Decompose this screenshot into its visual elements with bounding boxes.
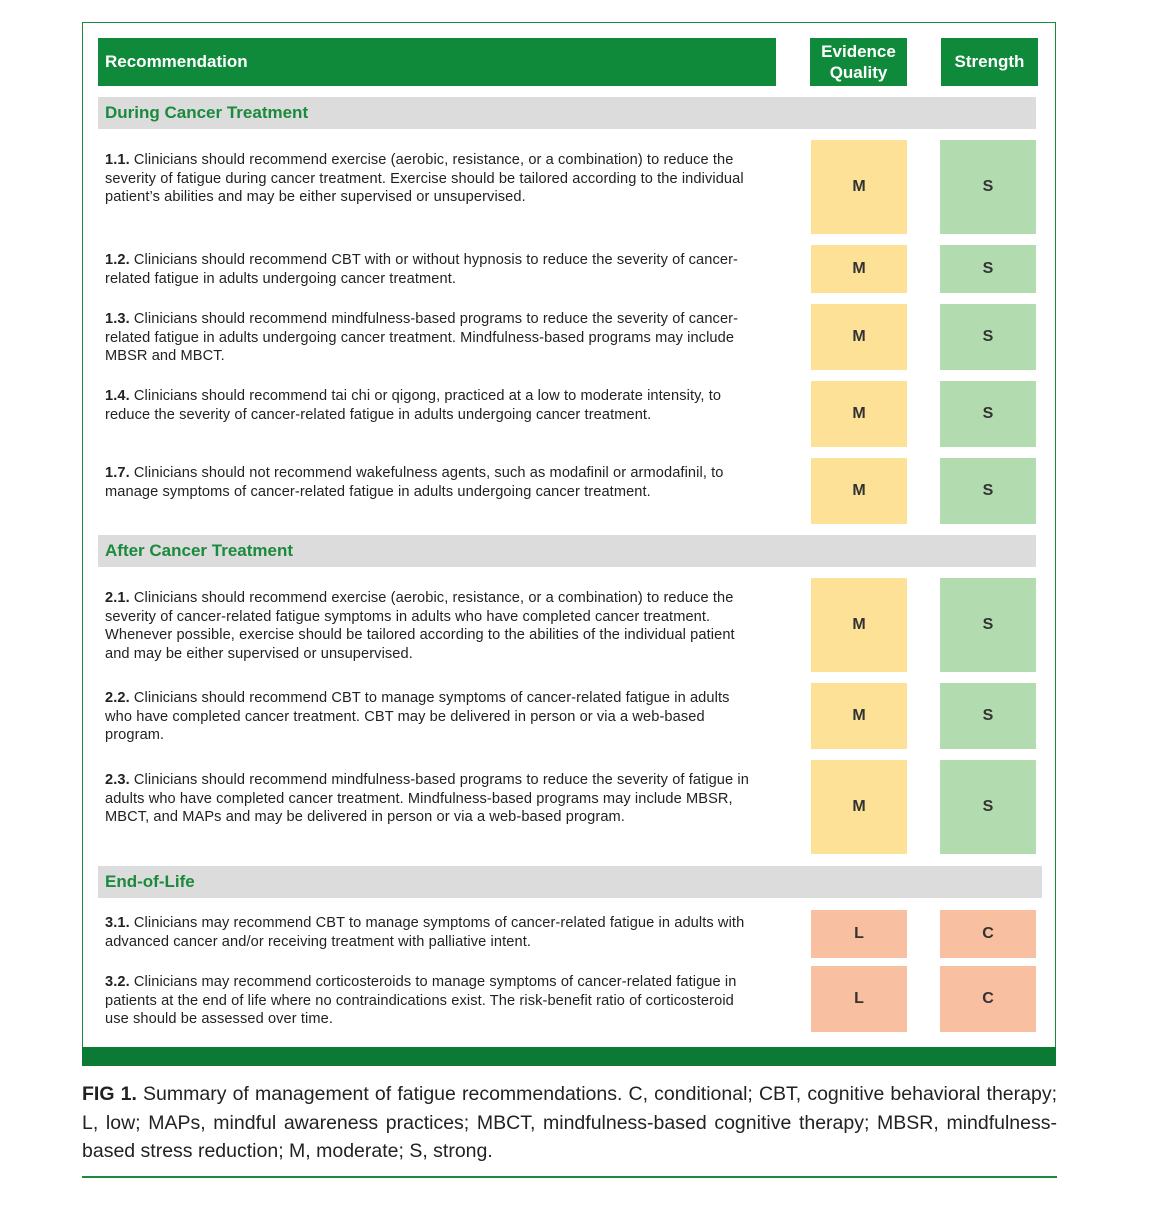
rec-text: Clinicians should recommend mindfulness-based programs to reduce the severity of fatigue in adults who have completed cancer treatment. Mindfulness-based programs may include MBSR, MBCT, and MAPs and may be delivered in person or via a web-based program. (105, 772, 749, 825)
strength-badge (940, 245, 1036, 293)
header-recommendation-label: Recommendation (105, 52, 248, 71)
rec-number: 2.1. (105, 590, 130, 606)
rec-text: Clinicians should recommend mindfulness-based programs to reduce the severity of cancer-related fatigue in adults undergoing cancer treatment. Mindfulness-based programs may include MBSR and MBCT. (105, 311, 739, 364)
quality-value: L (854, 925, 864, 942)
section-title: After Cancer Treatment (105, 541, 294, 560)
recommendation-2-3 (105, 771, 755, 827)
strength-badge (940, 966, 1036, 1032)
quality-badge (811, 381, 907, 447)
quality-value: L (854, 990, 864, 1007)
quality-value: M (852, 707, 866, 724)
rec-text: Clinicians may recommend corticosteroids to manage symptoms of cancer-related fatigue in patients at the end of life where no contraindications exist. The risk-benefit ratio of corticosteroid use should be assessed over time. (105, 974, 737, 1027)
section-after-treatment (98, 535, 1036, 567)
quality-value: M (852, 616, 866, 633)
rec-text: Clinicians may recommend CBT to manage symptoms of cancer-related fatigue in adults with advanced cancer and/or receiving treatment with palliative intent. (105, 915, 745, 950)
recommendation-1-7 (105, 464, 755, 501)
strength-badge (940, 458, 1036, 524)
strength-badge (940, 578, 1036, 672)
recommendation-3-1 (105, 914, 755, 951)
header-evidence-quality-label (821, 41, 896, 83)
strength-badge (940, 910, 1036, 958)
recommendation-1-1 (105, 151, 755, 207)
strength-value: S (982, 328, 994, 345)
quality-badge (811, 304, 907, 370)
strength-value: S (982, 616, 994, 633)
recommendation-2-2 (105, 689, 755, 745)
rec-text: Clinicians should recommend tai chi or qigong, practiced at a low to moderate intensity, to reduce the severity of cancer-related fatigue in adults undergoing cancer treatment. (105, 388, 722, 423)
caption-text: Summary of management of fatigue recommendations. C, conditional; CBT, cognitive behavioral therapy; L, low; MAPs, mindful awareness practices; MBCT, mindfulness-based cognitive therapy; MBSR, mindfulness-based stress reduction; M, moderate; S, strong. (82, 1083, 1057, 1162)
quality-value: M (852, 482, 866, 499)
strength-value: S (982, 260, 994, 277)
header-recommendation (98, 38, 776, 86)
strength-badge (940, 304, 1036, 370)
footer-bar (82, 1047, 1056, 1066)
quality-badge (811, 245, 907, 293)
rec-number: 1.1. (105, 152, 130, 168)
quality-badge (811, 760, 907, 854)
strength-value: C (982, 990, 994, 1007)
quality-value: M (852, 178, 866, 195)
quality-badge (811, 683, 907, 749)
header-evidence-quality-line1: Evidence (821, 42, 896, 61)
strength-value: S (982, 405, 994, 422)
section-title: During Cancer Treatment (105, 103, 309, 122)
strength-badge (940, 381, 1036, 447)
recommendation-1-3 (105, 310, 755, 366)
caption-rule (82, 1176, 1057, 1178)
quality-badge (811, 578, 907, 672)
rec-text: Clinicians should recommend exercise (aerobic, resistance, or a combination) to reduce the severity of cancer-related fatigue symptoms in adults who have completed cancer treatment. Whenever possible, exercise should be tailored according to the abilities of the individual patient and may be either supervised or unsupervised. (105, 590, 735, 662)
strength-value: C (982, 925, 994, 942)
rec-text: Clinicians should recommend CBT with or without hypnosis to reduce the severity of cancer-related fatigue in adults undergoing cancer treatment. (105, 252, 739, 287)
header-strength-label: Strength (954, 52, 1025, 71)
strength-badge (940, 140, 1036, 234)
header-evidence-quality (810, 38, 907, 86)
strength-value: S (982, 798, 994, 815)
quality-badge (811, 458, 907, 524)
strength-badge (940, 760, 1036, 854)
rec-text: Clinicians should recommend exercise (aerobic, resistance, or a combination) to reduce the severity of fatigue during cancer treatment. Exercise should be tailored according to the individual patient’s abilities and may be either supervised or unsupervised. (105, 152, 744, 205)
strength-badge (940, 683, 1036, 749)
quality-value: M (852, 798, 866, 815)
rec-number: 3.2. (105, 974, 130, 990)
rec-number: 3.1. (105, 915, 130, 931)
strength-value: S (982, 707, 994, 724)
quality-badge (811, 910, 907, 958)
rec-number: 2.2. (105, 690, 130, 706)
recommendation-2-1 (105, 589, 755, 663)
quality-badge (811, 140, 907, 234)
caption-label: FIG 1. (82, 1083, 137, 1105)
rec-number: 1.7. (105, 465, 130, 481)
rec-number: 1.2. (105, 252, 130, 268)
figure-caption (82, 1080, 1057, 1166)
section-end-of-life (98, 866, 1042, 898)
header-strength (941, 38, 1038, 86)
rec-text: Clinicians should recommend CBT to manage symptoms of cancer-related fatigue in adults who have completed cancer treatment. CBT may be delivered in person or via a web-based program. (105, 690, 730, 743)
section-during-treatment (98, 97, 1036, 129)
recommendation-1-2 (105, 251, 755, 288)
quality-value: M (852, 328, 866, 345)
quality-value: M (852, 405, 866, 422)
recommendation-3-2 (105, 973, 755, 1029)
rec-number: 2.3. (105, 772, 130, 788)
recommendation-1-4 (105, 387, 755, 424)
quality-value: M (852, 260, 866, 277)
strength-value: S (982, 178, 994, 195)
rec-number: 1.4. (105, 388, 130, 404)
header-evidence-quality-line2: Quality (829, 63, 888, 82)
strength-value: S (982, 482, 994, 499)
section-title: End-of-Life (105, 872, 195, 891)
rec-text: Clinicians should not recommend wakefulness agents, such as modafinil or armodafinil, to manage symptoms of cancer-related fatigue in adults undergoing cancer treatment. (105, 465, 724, 500)
rec-number: 1.3. (105, 311, 130, 327)
quality-badge (811, 966, 907, 1032)
